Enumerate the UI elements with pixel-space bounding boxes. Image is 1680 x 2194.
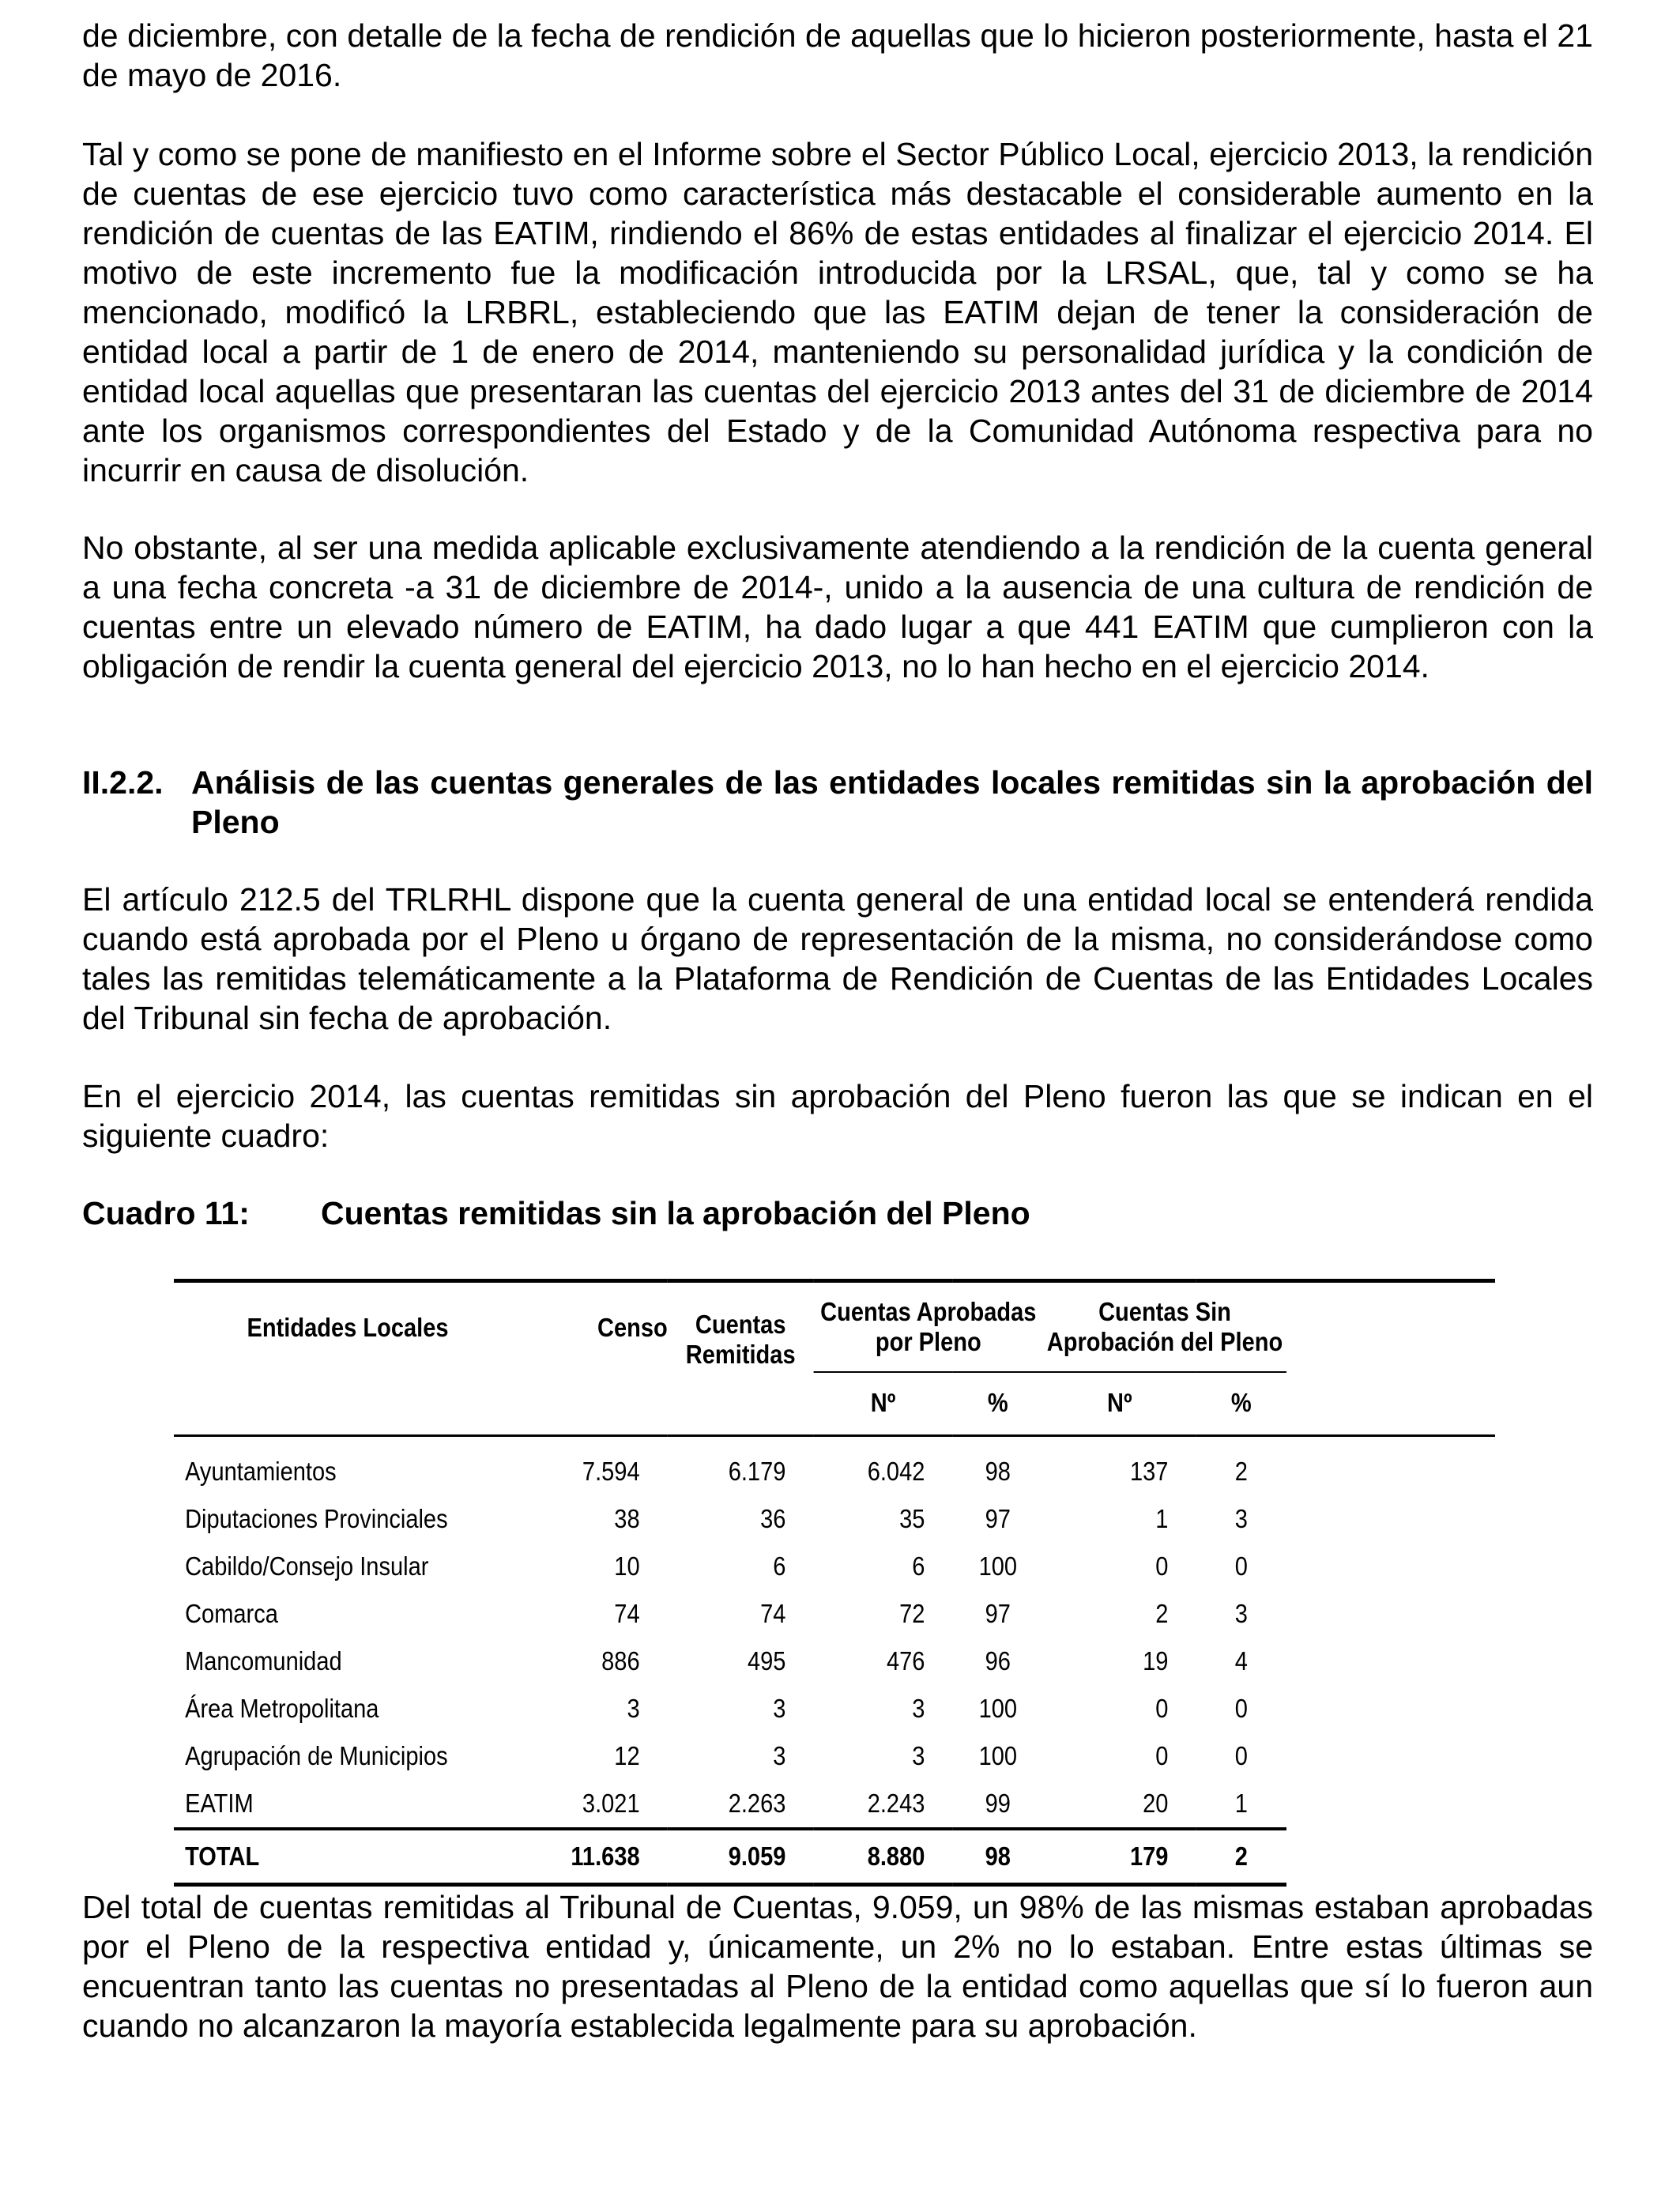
cell-sin-pct: 4: [1234, 1646, 1248, 1676]
cell-remitidas: 3: [773, 1693, 786, 1723]
cell-sin-pct: 1: [1234, 1788, 1248, 1818]
cell-censo: 886: [601, 1646, 640, 1676]
cell-remitidas: 2.263: [728, 1788, 786, 1818]
cell-censo: 10: [614, 1551, 640, 1581]
header-censo: Censo: [522, 1281, 668, 1373]
table-row: [174, 1732, 1495, 1780]
cell-censo: 38: [614, 1503, 640, 1533]
cell-apr-n: 72: [899, 1598, 925, 1628]
header-aprobadas: Cuentas Aprobadas por Pleno: [814, 1281, 1043, 1373]
table-row: [174, 1638, 1495, 1685]
cell-apr-pct: 99: [985, 1788, 1011, 1818]
cell-sin-pct: 0: [1234, 1693, 1248, 1723]
cell-apr-pct: 100: [978, 1551, 1018, 1581]
cell-sin-pct: 0: [1234, 1740, 1248, 1770]
cell-sin-n: 0: [1155, 1551, 1169, 1581]
cell-sin-n: 2: [1155, 1598, 1169, 1628]
table-row: [174, 1435, 1495, 1495]
cell-name: Ayuntamientos: [174, 1435, 522, 1495]
header-remitidas: Cuentas Remitidas: [668, 1281, 814, 1373]
header-n-sin: Nº: [1107, 1388, 1132, 1418]
cell-sin-pct: 3: [1234, 1503, 1248, 1533]
cell-name: Comarca: [185, 1598, 278, 1628]
cell-remitidas: 6: [773, 1551, 786, 1581]
cell-sin-n: 137: [1043, 1435, 1196, 1495]
cell-remitidas: 3: [773, 1740, 786, 1770]
cell-apr-n: 476: [886, 1646, 925, 1676]
cell-name: Diputaciones Provinciales: [185, 1503, 448, 1533]
cell-apr-pct: 100: [978, 1693, 1018, 1723]
table-row: [174, 1543, 1495, 1590]
cell-sin-n: 0: [1155, 1693, 1169, 1723]
cell-remitidas: 495: [747, 1646, 786, 1676]
cell-name: Agrupación de Municipios: [185, 1740, 448, 1770]
cell-sin-pct: 0: [1234, 1551, 1248, 1581]
cell-censo: 3: [627, 1693, 640, 1723]
cell-apr-n: 8.880: [814, 1829, 953, 1885]
cell-censo: 7.594: [522, 1435, 668, 1495]
paragraph: Del total de cuentas remitidas al Tribunal de Cuentas, 9.059, un 98% de las mismas estaban aprobadas por el Pleno de la respectiva entidad y, únicamente, un 2% no lo estaban. Entre estas últimas se encuentran tanto las cuentas no presentadas al Pleno de la entidad como aquellas que sí lo fueron aun cuando no alcanzaron la mayoría establecida legalmente para su aprobación.: [82, 1889, 1593, 2044]
cell-apr-n: 35: [899, 1503, 925, 1533]
header-entidades: Entidades Locales: [174, 1281, 522, 1373]
header-pct-aprobadas: %: [987, 1388, 1008, 1418]
cell-sin-n: 179: [1043, 1829, 1196, 1885]
cell-sin-pct: 2: [1196, 1829, 1286, 1885]
cell-name: Cabildo/Consejo Insular: [185, 1551, 429, 1581]
paragraph: Tal y como se pone de manifiesto en el Informe sobre el Sector Público Local, ejercicio 2013, la rendición de cuentas de ese ejercicio tuvo como característica más destacable el considerable aumento en la rendición de cuentas de las EATIM, rindiendo el 86% de estas entidades al finalizar el ejercicio 2014. El motivo de este incremento fue la modificación introducida por la LRSAL, que, tal y como se ha mencionado, modificó la LRBRL, estableciendo que las EATIM dejan de tener la consideración de entidad local a partir de 1 de enero de 2014, manteniendo su personalidad jurídica y la condición de entidad local aquellas que presentaran las cuentas del ejercicio 2013 antes del 31 de diciembre de 2014 ante los organismos correspondientes del Estado y de la Comunidad Autónoma respectiva para no incurrir en causa de disolución.: [82, 136, 1593, 488]
cell-censo: 74: [614, 1598, 640, 1628]
cell-sin-n: 19: [1143, 1646, 1169, 1676]
cell-apr-n: 6: [912, 1551, 925, 1581]
cell-remitidas: 74: [760, 1598, 786, 1628]
cell-name: Mancomunidad: [185, 1646, 342, 1676]
cell-remitidas: 36: [760, 1503, 786, 1533]
section-number: II.2.2.: [82, 764, 164, 801]
paragraph: El artículo 212.5 del TRLRHL dispone que la cuenta general de una entidad local se entenderá rendida cuando está aprobada por el Pleno u órgano de representación de la misma, no considerándose como tales las remitidas telemáticamente a la Plataforma de Rendición de Cuentas de las Entidades Locales del Tribunal sin fecha de aprobación.: [82, 881, 1593, 1036]
cell-sin-n: 0: [1155, 1740, 1169, 1770]
header-pct-sin: %: [1230, 1388, 1252, 1418]
cell-apr-n: 6.042: [814, 1435, 953, 1495]
cell-apr-n: 3: [912, 1740, 925, 1770]
caption-title: Cuentas remitidas sin la aprobación del Pleno: [321, 1195, 1030, 1231]
header-sin-aprobacion: Cuentas Sin Aprobación del Pleno: [1043, 1281, 1286, 1373]
paragraph: En el ejercicio 2014, las cuentas remitidas sin aprobación del Pleno fueron las que se indican en el siguiente cuadro:: [82, 1078, 1593, 1154]
table-row: [174, 1495, 1495, 1543]
cell-censo: 11.638: [522, 1829, 668, 1885]
table-row: [174, 1685, 1495, 1732]
cell-censo: 3.021: [582, 1788, 640, 1818]
cell-apr-pct: 96: [985, 1646, 1011, 1676]
cell-name: Área Metropolitana: [185, 1693, 379, 1723]
table-total-row: [174, 1829, 1495, 1885]
table-row: [174, 1780, 1495, 1829]
caption-label: Cuadro 11:: [82, 1195, 250, 1231]
cell-name: TOTAL: [174, 1829, 522, 1885]
cell-sin-pct: 3: [1234, 1598, 1248, 1628]
cell-remitidas: 9.059: [668, 1829, 814, 1885]
paragraph: No obstante, al ser una medida aplicable exclusivamente atendiendo a la rendición de la cuenta general a una fecha concreta -a 31 de diciembre de 2014-, unido a la ausencia de una cultura de rendición de cuentas entre un elevado número de EATIM, ha dado lugar a que 441 EATIM que cumplieron con la obligación de rendir la cuenta general del ejercicio 2013, no lo han hecho en el ejercicio 2014.: [82, 530, 1593, 684]
cell-sin-n: 20: [1143, 1788, 1169, 1818]
paragraph: de diciembre, con detalle de la fecha de rendición de aquellas que lo hicieron posteriormente, hasta el 21 de mayo de 2016.: [82, 17, 1593, 93]
data-table-container: [174, 1279, 1336, 1887]
cell-apr-pct: 97: [985, 1503, 1011, 1533]
cell-remitidas: 6.179: [668, 1435, 814, 1495]
cell-censo: 12: [614, 1740, 640, 1770]
cell-apr-pct: 98: [953, 1435, 1043, 1495]
cell-apr-n: 3: [912, 1693, 925, 1723]
table-row: [174, 1590, 1495, 1638]
data-table: [174, 1279, 1495, 1887]
cell-sin-pct: 2: [1196, 1435, 1286, 1495]
header-n-aprobadas: Nº: [870, 1388, 896, 1418]
cell-apr-pct: 97: [985, 1598, 1011, 1628]
section-title: Análisis de las cuentas generales de las entidades locales remitidas sin la aprobación del Pleno: [191, 764, 1593, 840]
cell-sin-n: 1: [1155, 1503, 1169, 1533]
cell-apr-pct: 98: [953, 1829, 1043, 1885]
cell-apr-pct: 100: [978, 1740, 1018, 1770]
cell-apr-n: 2.243: [867, 1788, 925, 1818]
cell-name: EATIM: [185, 1788, 254, 1818]
